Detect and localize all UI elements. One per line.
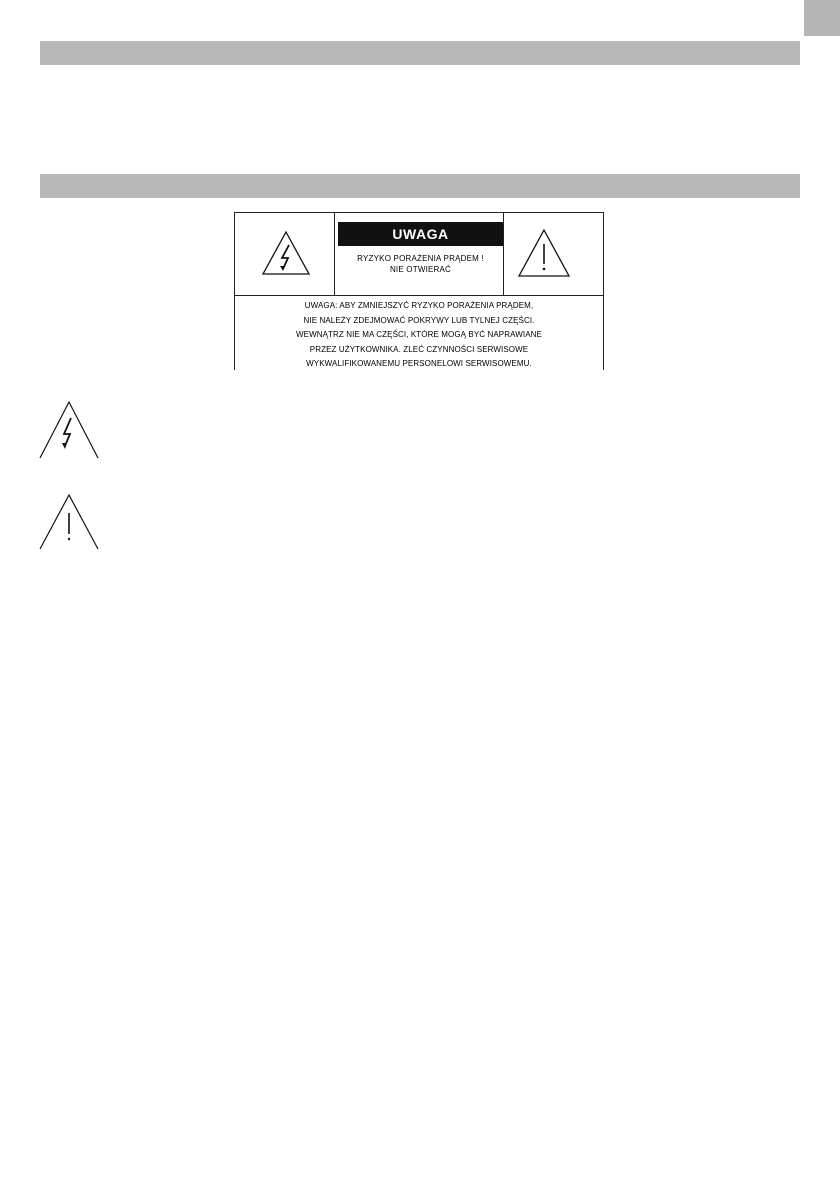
page-corner-tab <box>804 0 840 36</box>
exclamation-triangle-icon <box>517 228 571 278</box>
warning-label-body <box>245 299 593 370</box>
warning-label-body-line: NIE NALEŻY ZDEJMOWAĆ POKRYWY LUB TYLNEJ CZĘŚCI. <box>303 315 535 325</box>
warning-label-sub-line: NIE OTWIERAĆ <box>389 265 452 274</box>
section-header-bar-2 <box>40 174 800 198</box>
lightning-triangle-icon <box>261 230 311 276</box>
warning-label-body-line: WEWNĄTRZ NIE MA CZĘŚCI, KTÓRE MOGĄ BYĆ NAPRAWIANE <box>296 330 542 339</box>
warning-label-body-line: WYKWALIFIKOWANEMU PERSONELOWI SERWISOWEMU. <box>306 359 532 368</box>
exclamation-triangle-icon <box>38 493 100 551</box>
warning-label-body-line: UWAGA: ABY ZMNIEJSZYĆ RYZYKO PORAŻENIA PRĄDEM, <box>304 301 534 310</box>
section-header-bar-1 <box>40 41 800 65</box>
lightning-triangle-icon <box>38 400 100 460</box>
warning-label-divider <box>235 295 603 296</box>
warning-label <box>234 212 604 370</box>
warning-label-subtext <box>338 253 503 275</box>
warning-label-top <box>235 213 603 295</box>
warning-label-body-line: PRZEZ UŻYTKOWNIKA. ZLEĆ CZYNNOŚCI SERWISOWE <box>309 344 529 354</box>
warning-label-sub-line: RYZYKO PORAŻENIA PRĄDEM ! <box>357 254 484 263</box>
warning-label-heading: UWAGA <box>338 222 503 246</box>
